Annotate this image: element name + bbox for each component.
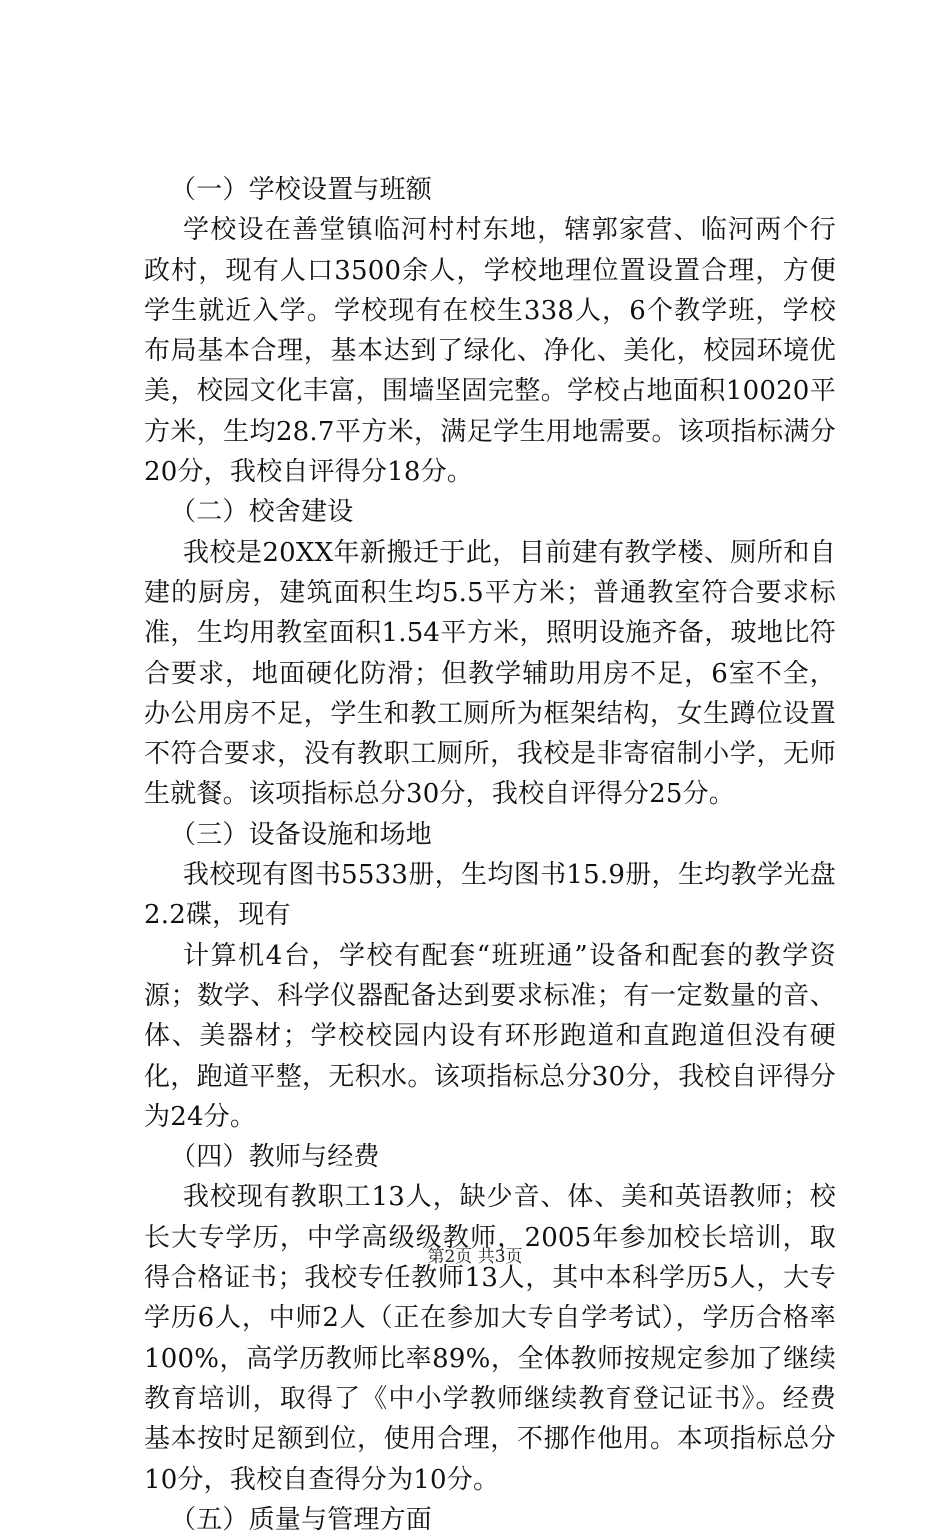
section-3-paragraph-1: 我校现有图书5533册，生均图书15.9册，生均教学光盘2.2碟，现有 (144, 860, 836, 931)
section-heading-2: （二）校舍建设 (170, 497, 354, 528)
page-footer: 第2页 共3页 (427, 1247, 523, 1267)
section-3-paragraph-2: 计算机4台，学校有配套“班班通”设备和配套的教学资源；数学、科学仪器配备达到要求标准；有一定数量的音、体、美器材；学校校园内设有环形跑道和直跑道但没有硬化，跑道平整，无积水。该项指标总分30分，我校自评得分为24分。 (144, 940, 836, 1132)
section-2-paragraph: 我校是20XX年新搬迁于此，目前建有教学楼、厕所和自建的厨房，建筑面积生均5.5平方米；普通教室符合要求标准，生均用教室面积1.54平方米，照明设施齐备，玻地比符合要求，地面硬化防滑；但教学辅助用房不足，6室不全，办公用房不足，学生和教工厕所为框架结构，女生蹲位设置不符合要求，没有教职工厕所，我校是非寄宿制小学，无师生就餐。该项指标总分30分，我校自评得分25分。 (144, 537, 836, 810)
section-heading-3: （三）设备设施和场地 (170, 819, 433, 850)
section-heading-1: （一）学校设置与班额 (170, 175, 433, 205)
section-heading-4: （四）教师与经费 (170, 1142, 380, 1173)
section-1-paragraph: 学校设在善堂镇临河村村东地，辖郭家营、临河两个行政村，现有人口3500余人，学校地理位置设置合理，方便学生就近入学。学校现有在校生338人，6个教学班，学校布局基本合理，基本达到了绿化、净化、美化，校园环境优美，校园文化丰富，围墙坚固完整。学校占地面积10020平方米，生均28.7平方米，满足学生用地需要。该项指标满分20分，我校自评得分18分。 (144, 215, 836, 488)
section-4-paragraph: 我校现有教职工13人，缺少音、体、美和英语教师；校长大专学历，中学高级级教师，2005年参加校长培训，取得合格证书；我校专任教师13人，其中本科学历5人，大专学历6人，中师2人（正在参加大专自学考试），学历合格率100%，高学历教师比率89%，全体教师按规定参加了继续教育培训，取得了《中小学教师继续教育登记证书》。经费基本按时足额到位，使用合理，不挪作他用。本项指标总分10分，我校自查得分为10分。 (144, 1182, 836, 1495)
document-body (144, 170, 836, 1540)
section-heading-5: （五）质量与管理方面 (170, 1504, 433, 1535)
